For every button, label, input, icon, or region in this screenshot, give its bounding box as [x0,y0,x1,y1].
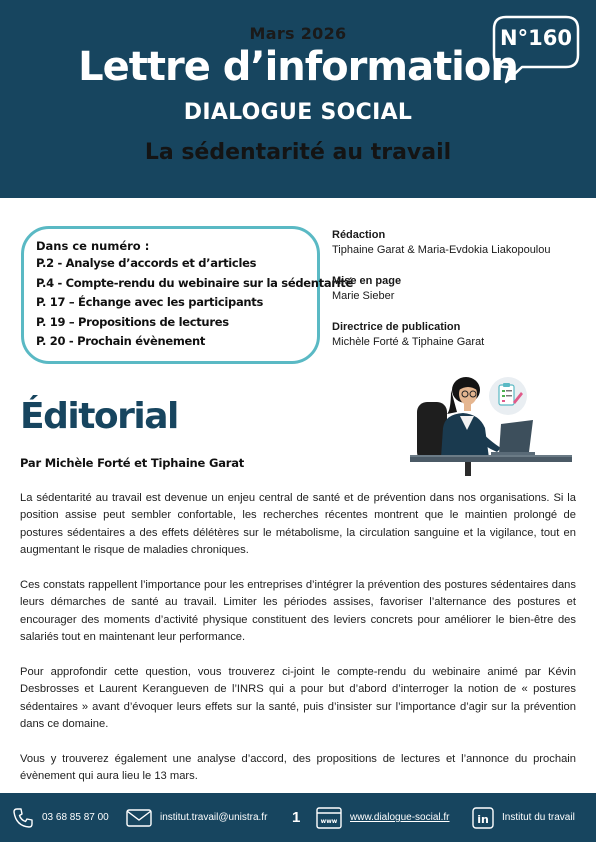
credit-value: Michèle Forté & Tiphaine Garat [332,336,485,348]
speech-bubble-icon [492,14,582,86]
toc-item: P.4 - Compte-rendu du webinaire sur la sédentarité [36,275,354,290]
footer-email[interactable] [126,793,267,842]
footer-bar [0,793,596,842]
linkedin-icon [472,807,494,829]
issue-number: N°160 [500,26,572,50]
web-icon [316,807,342,829]
header-banner [0,0,596,198]
website-link[interactable]: www.dialogue-social.fr [350,812,450,823]
linkedin-label: Institut du travail [502,812,575,823]
newsletter-subtitle: DIALOGUE SOCIAL [183,100,413,125]
page-number [292,793,300,842]
credit-value: Tiphaine Garat & Maria-Evdokia Liakopoulou [332,244,551,256]
editorial-body [20,490,576,803]
toc-item: P. 20 - Prochain évènement [36,334,206,348]
editorial-paragraph: Ces constats rappellent l’importance pour les entreprises d’intégrer la prévention des postures sédentaires dans leurs démarches de santé au travail. Limiter les périodes assises, favoriser l’alternance des postures et encourager des moments d’activité physique constituent des leviers concrets pour améliorer le bien-être des salariés tout en maintenant leur performance. [20,579,576,644]
email-address: institut.travail@unistra.fr [160,812,268,823]
newsletter-title: Lettre d’information [78,44,518,90]
mail-icon [126,809,152,827]
toc-item: P. 19 – Propositions de lectures [36,314,229,329]
footer-linkedin[interactable] [472,793,575,842]
phone-icon [12,807,34,829]
page-number-text: 1 [292,809,301,826]
editorial-paragraph: Pour approfondir cette question, vous trouverez ci-joint le compte-rendu du webinaire animé par Kévin Desbrosses et Laurent Kerangueven de l’INRS qui a pour but d’abord d’interroger la notion de « postures sédentaires » avant d’évoquer leurs effets sur la santé, puis d’insister sur l’importance d’agir sur la prévention dans ce domaine. [20,666,576,731]
credit-label: Directrice de publication [332,321,461,333]
issue-number-bubble [492,14,582,86]
credit-label: Mise en page [332,275,402,287]
editorial-byline: Par Michèle Forté et Tiphaine Garat [20,456,245,470]
editorial-title: Éditorial [20,396,178,437]
svg-text:www: www [320,817,338,825]
table-of-contents [21,226,354,364]
credit-label: Rédaction [332,229,386,241]
toc-item: P. 17 – Échange avec les participants [36,295,264,309]
toc-heading: Dans ce numéro : [36,239,150,253]
credits-block [332,228,592,366]
svg-text:in: in [477,812,489,826]
credit-value: Marie Sieber [332,290,395,302]
office-worker-illustration [405,376,575,476]
footer-website[interactable] [316,793,450,842]
issue-date: Mars 2026 [249,24,347,43]
phone-number: 03 68 85 87 00 [42,812,109,823]
issue-theme: La sédentarité au travail [144,140,452,165]
editorial-paragraph: La sédentarité au travail est devenue un enjeu central de santé et de prévention dans nos organisations. Si la position assise peut sembler confortable, les recherches récentes montrent que le maintien prolongé de postures sédentaires a des effets délétères sur le métabolisme, la circulation sanguine et la vigilance, tout en augmentant le risque de maladies chroniques. [20,492,576,557]
toc-item: P.2 - Analyse d’accords et d’articles [36,256,257,270]
editorial-paragraph: Vous y trouverez également une analyse d’accord, des propositions de lectures et l’annonce du prochain évènement qui aura lieu le 13 mars. [20,753,576,783]
footer-phone[interactable] [12,793,109,842]
